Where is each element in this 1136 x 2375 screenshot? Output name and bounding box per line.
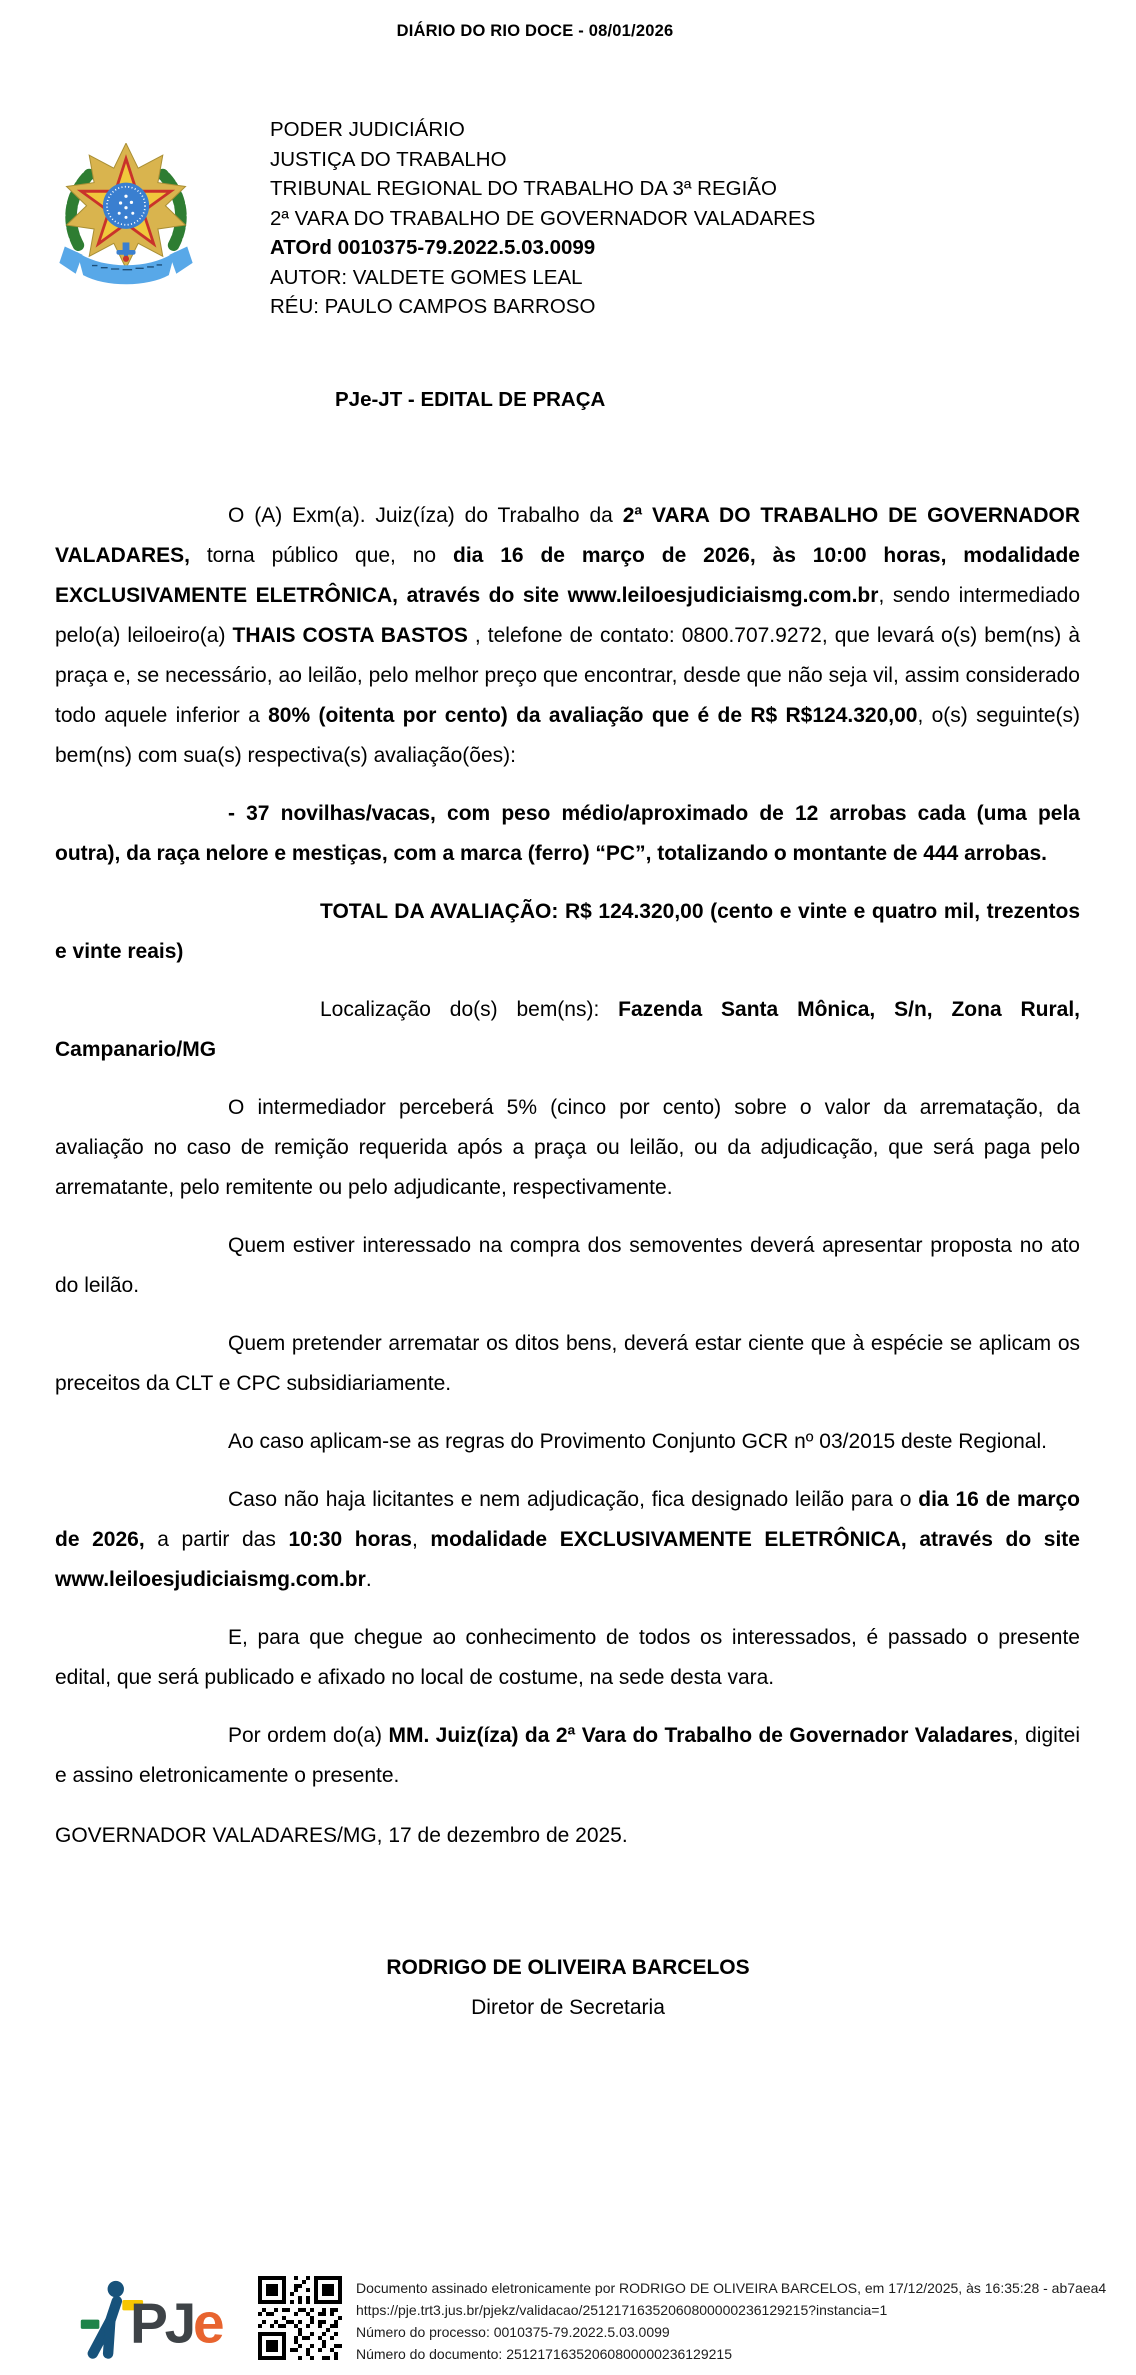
edict-text: Por ordem do(a) <box>228 1723 389 1747</box>
edict-paragraph <box>55 1480 1080 1600</box>
edict-text-bold: TOTAL DA AVALIAÇÃO: R$ 124.320,00 (cento e vinte e quatro mil, trezentos e vinte reais) <box>55 899 1080 963</box>
edict-text: O intermediador perceberá 5% (cinco por cento) sobre o valor da arrematação, da avaliação no caso de remição requerida após a praça ou leilão, ou da adjudicação, que será paga pelo arrematante, pelo remitente ou pelo adjudicante, respectivamente. <box>55 1095 1080 1199</box>
edict-text: , o(s) seguinte(s) bem(ns) com sua(s) respectiva(s) avaliação(ões): <box>55 703 1080 767</box>
edict-paragraph <box>55 794 1080 874</box>
edict-text-bold: dia 16 de março de 2026, <box>55 1487 1081 1551</box>
edict-text-bold: MM. Juiz(íza) da 2ª Vara do Trabalho de Governador Valadares <box>388 1723 1013 1747</box>
edict-text: E, para que chegue ao conhecimento de todos os interessados, é passado o presente edital, que será publicado e afixado no local de costume, na sede desta vara. <box>55 1625 1080 1689</box>
edict-text: a partir das <box>144 1527 289 1551</box>
edict-text: O (A) Exm(a). Juiz(íza) do Trabalho da <box>228 503 623 527</box>
edict-paragraph <box>55 1816 1080 1856</box>
edict-paragraph <box>55 990 1080 1070</box>
signature-block <box>0 1948 1136 2028</box>
edict-paragraph <box>55 496 1080 776</box>
edict-text: . <box>365 1567 372 1591</box>
edict-body <box>0 496 1136 1856</box>
edict-paragraph <box>55 1716 1080 1796</box>
footer-line: https://pje.trt3.jus.br/pjekz/validacao/25121716352060800000236129215?instancia=1 <box>356 2301 888 2318</box>
edict-text: GOVERNADOR VALADARES/MG, 17 de dezembro de 2025. <box>55 1823 628 1847</box>
edict-paragraph <box>55 1618 1080 1698</box>
edict-text: Localização do(s) bem(ns): <box>320 997 619 1021</box>
edict-text: torna público que, no <box>189 543 453 567</box>
masthead: DIÁRIO DO RIO DOCE - 08/01/2026 <box>396 22 674 40</box>
court-header-line: PODER JUDICIÁRIO <box>270 118 465 141</box>
edict-text: Quem estiver interessado na compra dos semoventes deverá apresentar proposta no ato do leilão. <box>55 1233 1080 1297</box>
court-header-line: AUTOR: VALDETE GOMES LEAL <box>270 265 583 289</box>
signature-role: Diretor de Secretaria <box>471 1995 665 2019</box>
court-header-line: 2ª VARA DO TRABALHO DE GOVERNADOR VALADARES <box>270 206 816 230</box>
edict-text-bold: 10:30 horas <box>288 1527 412 1551</box>
signature-name: RODRIGO DE OLIVEIRA BARCELOS <box>386 1955 750 1979</box>
footer-line: Número do processo: 0010375-79.2022.5.03.0099 <box>356 2323 670 2340</box>
edict-text: , sendo intermediado pelo(a) leiloeiro(a) <box>55 583 1080 647</box>
validation-text <box>356 2277 1106 2365</box>
court-header-line: JUSTIÇA DO TRABALHO <box>270 147 507 171</box>
validation-footer <box>0 2274 1136 2367</box>
svg-text:PJe: PJe <box>129 2292 222 2356</box>
court-header <box>0 115 1136 322</box>
edict-paragraph <box>55 1422 1080 1462</box>
edict-text: Ao caso aplicam-se as regras do Provimento Conjunto GCR nº 03/2015 deste Regional. <box>228 1429 1047 1453</box>
edict-text-bold: - 37 novilhas/vacas, com peso médio/aproximado de 12 arrobas cada (uma pela outra), da raça nelore e mestiças, com a marca (ferro) “PC”, totalizando o montante de 444 arrobas. <box>55 801 1080 865</box>
edict-text: , telefone de contato: 0800.707.9272, que levará o(s) bem(ns) à praça e, se necessário, ao leilão, pelo melhor preço que encontrar, desde que não seja vil, assim considerado todo aquele inferior a <box>55 623 1080 727</box>
document-title: PJe-JT - EDITAL DE PRAÇA <box>335 387 606 411</box>
brazil-coat-of-arms-icon <box>58 143 194 322</box>
edict-text-bold: 80% (oitenta por cento) da avaliação que é de R$ R$124.320,00 <box>268 703 918 727</box>
edict-text-bold: Fazenda Santa Mônica, S/n, Zona Rural, Campanario/MG <box>55 997 1081 1061</box>
pje-logo-icon <box>77 2277 242 2364</box>
edict-paragraph <box>55 1088 1080 1208</box>
edict-text-bold: dia 16 de março de 2026, às 10:00 horas, modalidade EXCLUSIVAMENTE ELETRÔNICA, através do site www.leiloesjudiciaismg.com.br <box>55 543 1080 607</box>
edict-text: , digitei e assino eletronicamente o presente. <box>55 1723 1080 1787</box>
footer-line: Documento assinado eletronicamente por RODRIGO DE OLIVEIRA BARCELOS, em 17/12/2025, às 16:35:28 - ab7aea4 <box>356 2279 1107 2296</box>
edict-paragraph <box>55 1226 1080 1306</box>
court-header-line: TRIBUNAL REGIONAL DO TRABALHO DA 3ª REGIÃO <box>270 177 777 200</box>
court-header-lines <box>270 115 815 322</box>
court-header-line: ATOrd 0010375-79.2022.5.03.0099 <box>270 236 596 259</box>
court-header-line: RÉU: PAULO CAMPOS BARROSO <box>270 295 596 318</box>
edict-paragraph <box>55 1324 1080 1404</box>
edict-text-bold: THAIS COSTA BASTOS <box>232 623 468 647</box>
edict-text: Caso não haja licitantes e nem adjudicação, fica designado leilão para o <box>228 1487 919 1511</box>
qr-code-icon <box>256 2274 344 2367</box>
edict-text: , <box>411 1527 431 1551</box>
edict-text-bold: 2ª VARA DO TRABALHO DE GOVERNADOR VALADARES, <box>55 503 1080 567</box>
edict-text-bold: modalidade EXCLUSIVAMENTE ELETRÔNICA, através do site www.leiloesjudiciaismg.com.br <box>55 1527 1080 1591</box>
footer-line: Número do documento: 25121716352060800000236129215 <box>356 2345 732 2362</box>
edict-paragraph <box>55 892 1080 972</box>
edict-text: Quem pretender arrematar os ditos bens, deverá estar ciente que à espécie se aplicam os preceitos da CLT e CPC subsidiariamente. <box>55 1331 1080 1395</box>
